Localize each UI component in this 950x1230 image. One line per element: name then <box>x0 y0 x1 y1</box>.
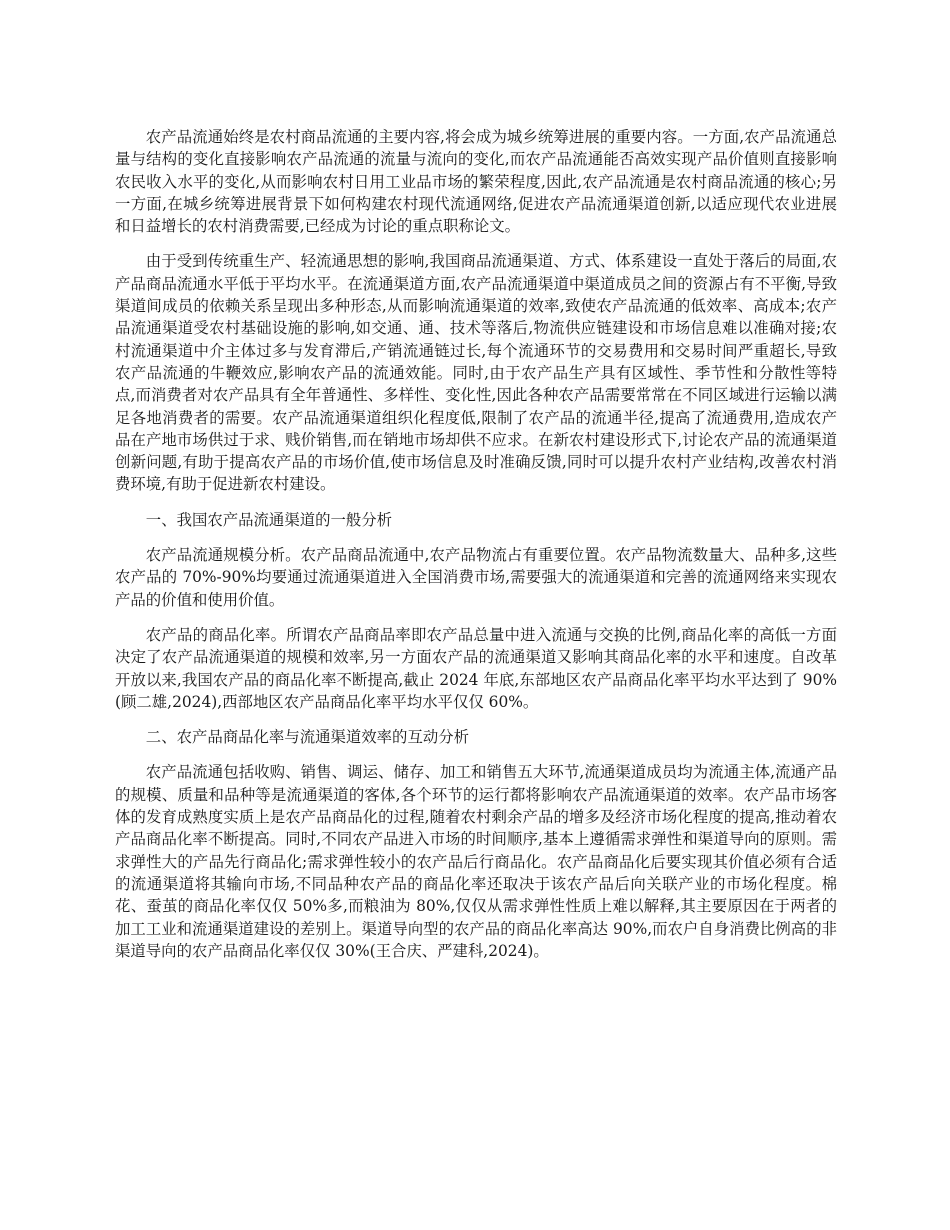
paragraph-interaction: 农产品流通包括收购、销售、调运、储存、加工和销售五大环节,流通渠道成员均为流通主体,流通产品的规模、质量和品种等是流通渠道的客体,各个环节的运行都将影响农产品流通渠道的效率。农产品市场客体的发育成熟度实质上是农产品商品化的过程,随着农村剩余产品的增多及经济市场化程度的提高,推动着农产品商品化率不断提高。同时,不同农产品进入市场的时间顺序,基本上遵循需求弹性和渠道导向的原则。需求弹性大的产品先行商品化;需求弹性较小的农产品后行商品化。农产品商品化后要实现其价值必须有合适的流通渠道将其输向市场,不同品种农产品的商品化率还取决于该农产品后向关联产业的市场化程度。棉花、蚕茧的商品化率仅仅 50%多,而粮油为 80%,仅仅从需求弹性性质上难以解释,其主要原因在于两者的加工工业和流通渠道建设的差别上。渠道导向型的农产品的商品化率高达 90%,而农户自身消费比例高的非渠道导向的农产品商品化率仅仅 30%(王合庆、严建科,2024)。 <box>115 763 837 960</box>
section-heading-1: 一、我国农产品流通渠道的一般分析 <box>145 510 393 529</box>
paragraph-background: 由于受到传统重生产、轻流通思想的影响,我国商品流通渠道、方式、体系建设一直处于落后的局面,农产品商品流通水平低于平均水平。在流通渠道方面,农产品流通渠道中渠道成员之间的资源占有不平衡,导致渠道间成员的依赖关系呈现出多种形态,从而影响流通渠道的效率,致使农产品流通的低效率、高成本;农产品流通渠道受农村基础设施的影响,如交通、通、技术等落后,物流供应链建设和市场信息难以准确对接;农村流通渠道中介主体过多与发育滞后,产销流通链过长,每个流通环节的交易费用和交易时间严重超长,导致农产品流通的牛鞭效应,影响农产品的流通效能。同时,由于农产品生产具有区域性、季节性和分散性等特点,而消费者对农产品具有全年普通性、多样性、变化性,因此各种农产品需要常常在不同区域进行运输以满足各地消费者的需要。农产品流通渠道组织化程度低,限制了农产品的流通半径,提高了流通费用,造成农产品在产地市场供过于求、贱价销售,而在销地市场却供不应求。在新农村建设形式下,讨论农产品的流通渠道创新问题,有助于提高农产品的市场价值,使市场信息及时准确反馈,同时可以提升农村产业结构,改善农村消费环境,有助于促进新农村建设。 <box>115 252 837 494</box>
paragraph-commercialization: 农产品的商品化率。所谓农产品商品率即农产品总量中进入流通与交换的比例,商品化率的高低一方面决定了农产品流通渠道的规模和效率,另一方面农产品的流通渠道又影响其商品化率的水平和速度。自改革开放以来,我国农产品的商品化率不断提高,截止 2024 年底,东部地区农产品商品化率平均水平达到了 90%(顾二雄,2024),西部地区农产品商品化率平均水平仅仅 60%。 <box>115 625 837 711</box>
document-body <box>115 126 837 975</box>
paragraph-intro: 农产品流通始终是农村商品流通的主要内容,将会成为城乡统筹进展的重要内容。一方面,农产品流通总量与结构的变化直接影响农产品流通的流量与流向的变化,而农产品流通能否高效实现产品价值则直接影响农民收入水平的变化,从而影响农村日用工业品市场的繁荣程度,因此,农产品流通是农村商品流通的核心;另一方面,在城乡统筹进展背景下如何构建农村现代流通网络,促进农产品流通渠道创新,以适应现代农业进展和日益增长的农村消费需要,已经成为讨论的重点职称论文。 <box>115 128 837 236</box>
paragraph-scale: 农产品流通规模分析。农产品商品流通中,农产品物流占有重要位置。农产品物流数量大、品种多,这些农产品的 70%-90%均要通过流通渠道进入全国消费市场,需要强大的流通渠道和完善的流通网络来实现农产品的价值和使用价值。 <box>115 546 837 609</box>
section-heading-2: 二、农产品商品化率与流通渠道效率的互动分析 <box>145 728 470 747</box>
